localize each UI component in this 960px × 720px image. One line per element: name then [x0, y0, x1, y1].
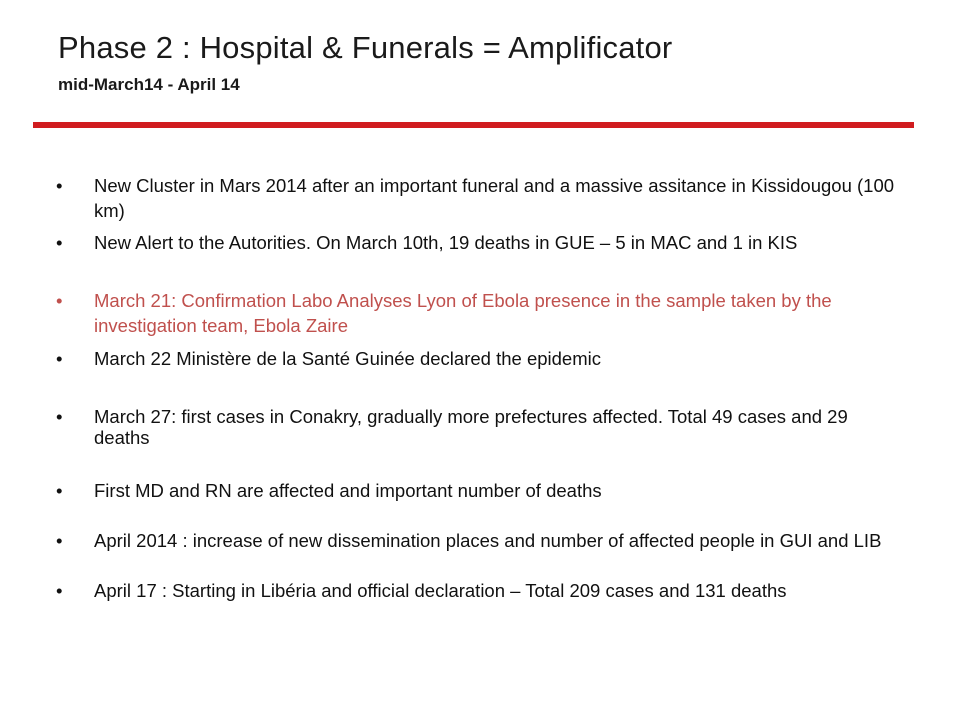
- slide-title: Phase 2 : Hospital & Funerals = Amplificator: [58, 30, 673, 65]
- bullet-text: April 17 : Starting in Libéria and official declaration – Total 209 cases and 131 deaths: [94, 580, 787, 601]
- bullet-icon: •: [56, 348, 63, 369]
- bullet-text: April 2014 : increase of new dissemination places and number of affected people in GUI and LIB: [94, 530, 882, 551]
- bullet-icon: •: [56, 406, 63, 427]
- bullet-icon: •: [56, 175, 63, 196]
- bullet-icon: •: [56, 580, 63, 601]
- bullet-text: March 22 Ministère de la Santé Guinée declared the epidemic: [94, 348, 601, 369]
- bullet-icon: •: [56, 530, 63, 551]
- bullet-icon: •: [56, 232, 63, 253]
- slide-subtitle: mid-March14 - April 14: [58, 75, 240, 94]
- bullet-text: New Cluster in Mars 2014 after an important funeral and a massive assitance in Kissidougou (100 km): [94, 175, 895, 221]
- bullet-icon: •: [56, 480, 63, 501]
- bullet-text: New Alert to the Autorities. On March 10th, 19 deaths in GUE – 5 in MAC and 1 in KIS: [94, 232, 798, 253]
- bullet-text: March 21: Confirmation Labo Analyses Lyon of Ebola presence in the sample taken by the investigation team, Ebola Zaire: [94, 290, 832, 336]
- bullet-text: First MD and RN are affected and important number of deaths: [94, 480, 602, 501]
- bullet-icon: •: [56, 290, 63, 311]
- bullet-text: March 27: first cases in Conakry, gradually more prefectures affected. Total 49 cases and 29 deaths: [94, 406, 848, 448]
